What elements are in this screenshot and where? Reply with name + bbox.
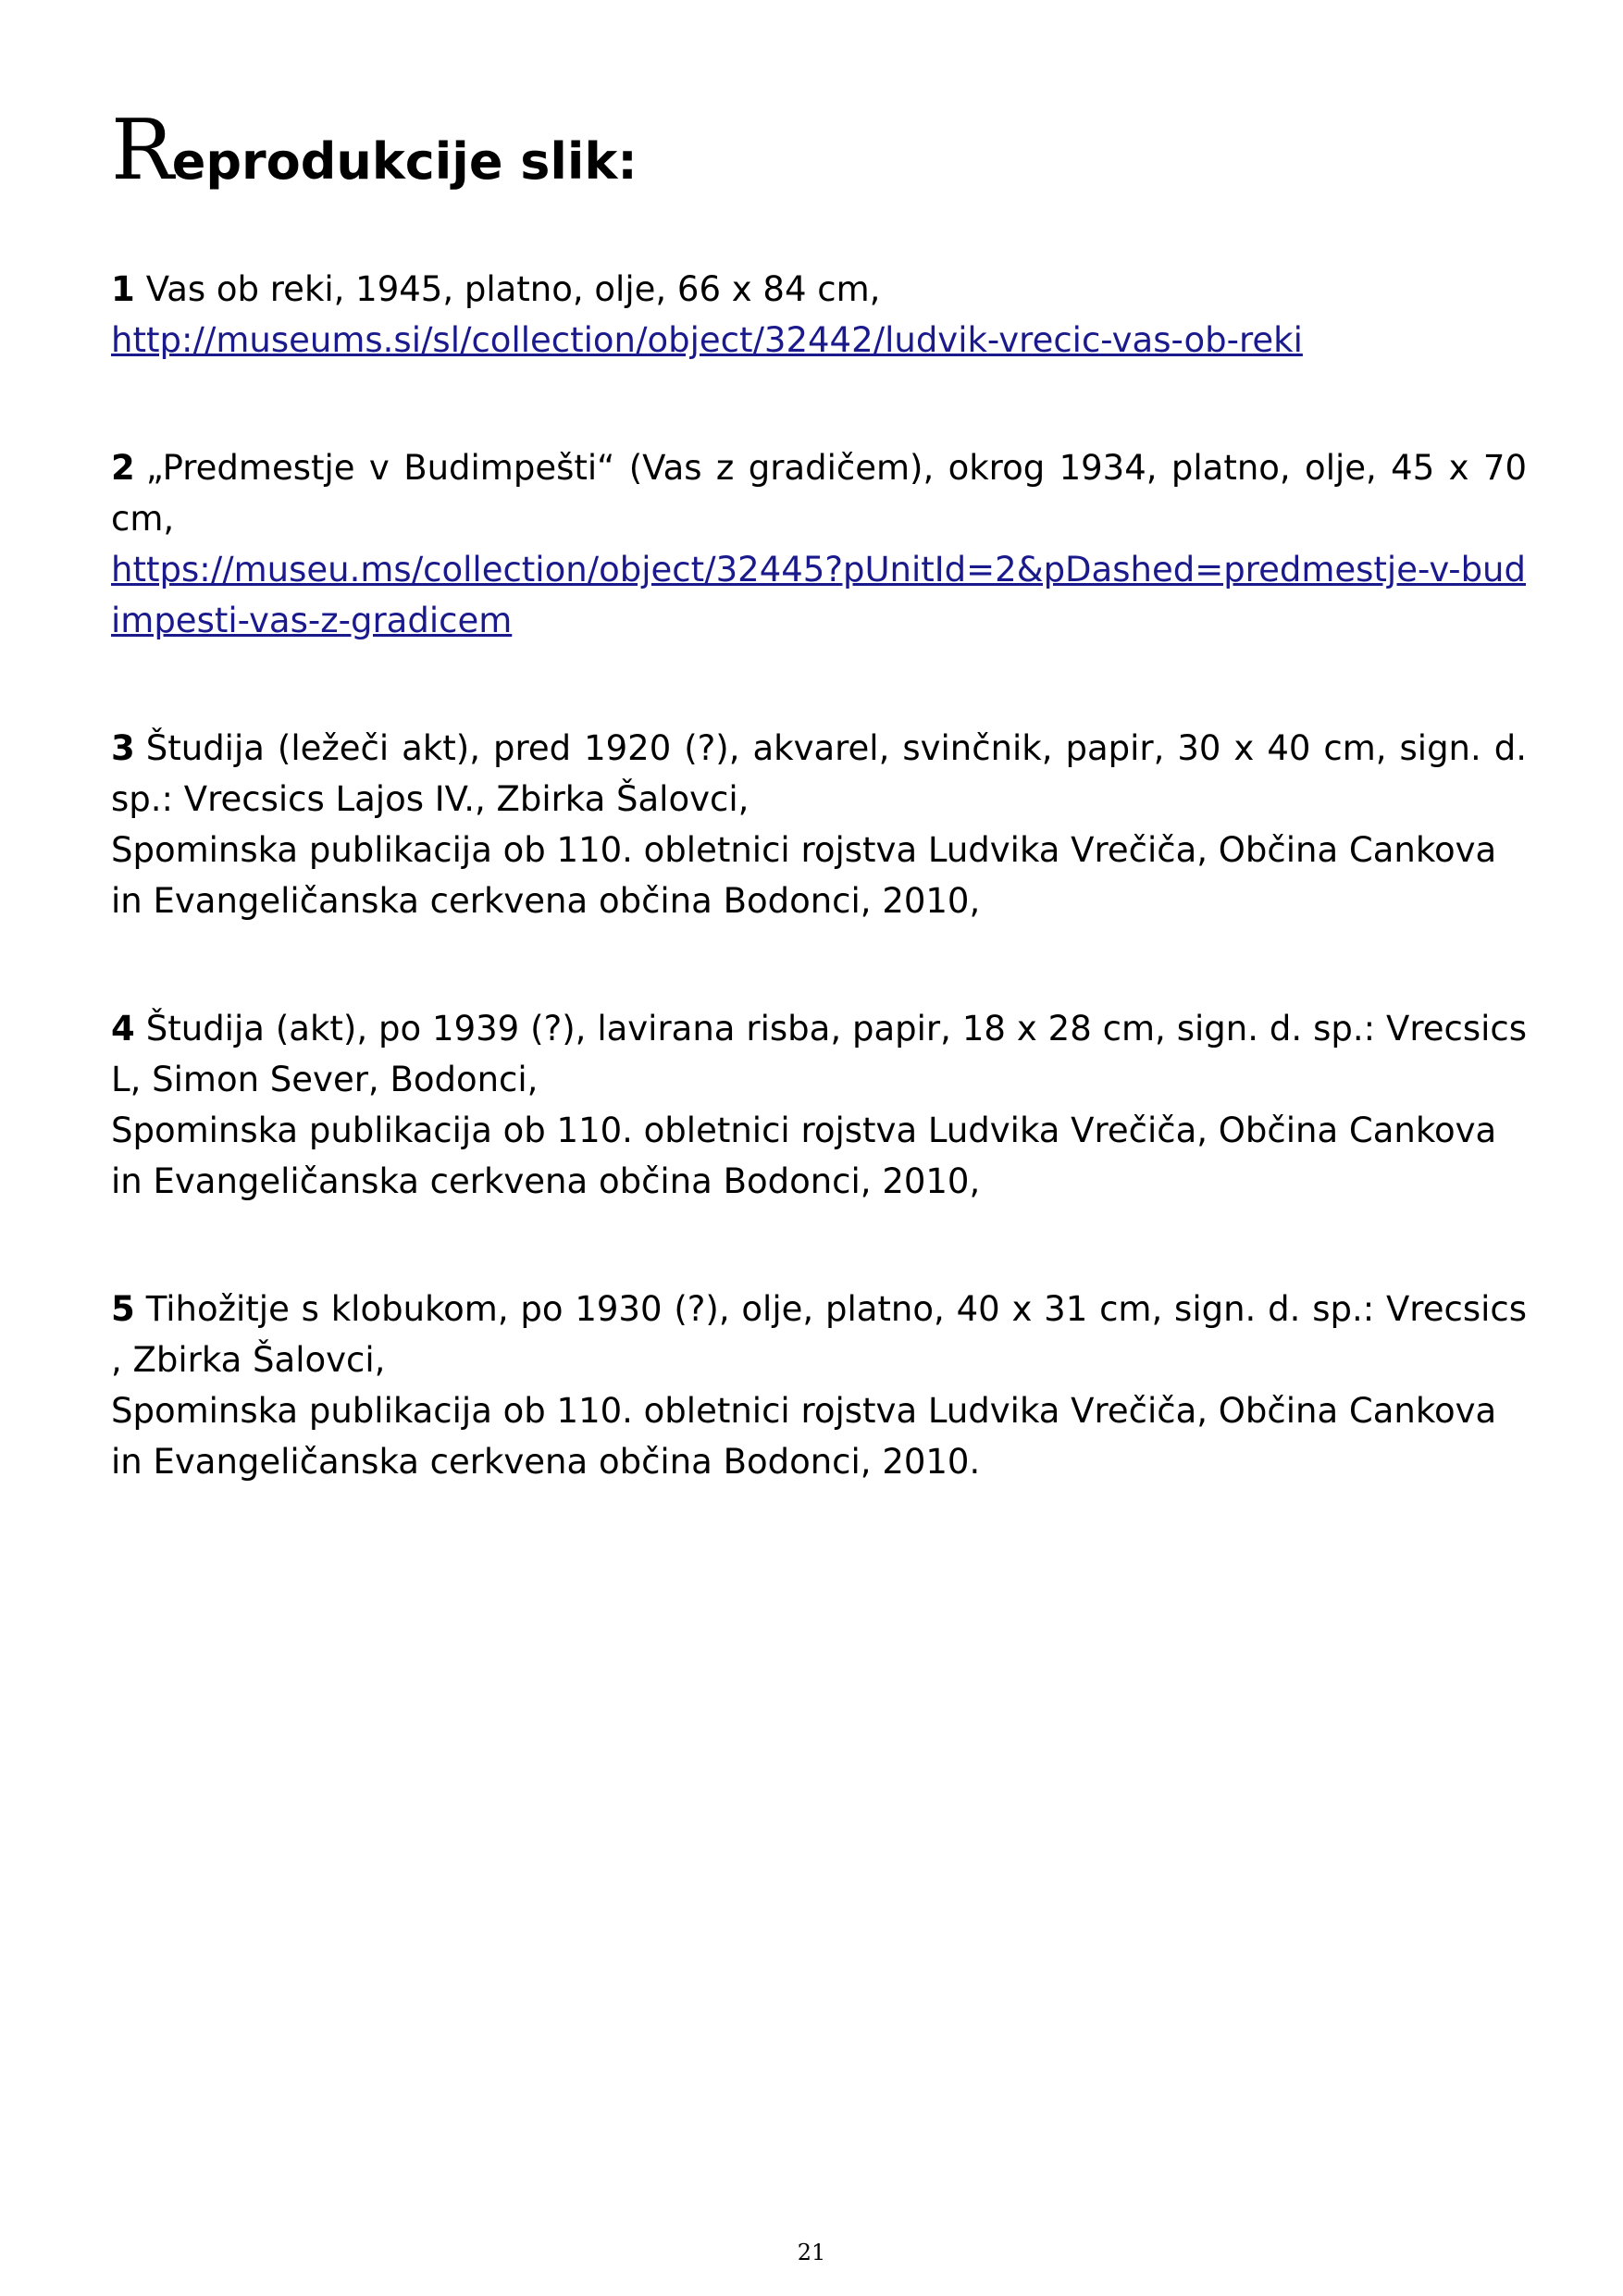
entry-number: 1 [111, 269, 135, 309]
entry-number: 2 [111, 448, 135, 488]
entry-link[interactable]: http://museums.si/sl/collection/object/32442/ludvik-vrecic-vas-ob-reki [111, 320, 1303, 360]
page-number: 21 [797, 2240, 826, 2265]
reproductions-list [111, 264, 1527, 1564]
list-item [111, 264, 1527, 366]
entry-number: 3 [111, 728, 135, 768]
entry-description: „Predmestje v Budimpešti“ (Vas z gradičem), okrog 1934, platno, olje, 45 x 70 cm, [111, 448, 1527, 539]
list-item [111, 1003, 1527, 1207]
page-title [111, 102, 638, 199]
entry-source: Spominska publikacija ob 110. obletnici rojstva Ludvika Vrečiča, Občina Cankova in Evangeličanska cerkvena občina Bodonci, 2010, [111, 830, 1497, 921]
entry-number: 5 [111, 1289, 135, 1329]
entry-number: 4 [111, 1009, 135, 1049]
entry-description: Študija (ležeči akt), pred 1920 (?), akvarel, svinčnik, papir, 30 x 40 cm, sign. d. sp.: Vrecsics Lajos IV., Zbirka Šalovci, [111, 728, 1527, 819]
page-title-rest: eprodukcije slik: [171, 132, 638, 191]
entry-description: Tihožitje s klobukom, po 1930 (?), olje, platno, 40 x 31 cm, sign. d. sp.: Vrecsics , Zbirka Šalovci, [111, 1289, 1527, 1380]
list-item [111, 442, 1527, 646]
entry-link[interactable]: https://museu.ms/collection/object/32445?pUnitId=2&pDashed=predmestje-v-budimpesti-vas-z-gradicem [111, 550, 1526, 640]
list-item [111, 723, 1527, 926]
entry-description: Študija (akt), po 1939 (?), lavirana risba, papir, 18 x 28 cm, sign. d. sp.: Vrecsics L, Simon Sever, Bodonci, [111, 1009, 1527, 1099]
list-item [111, 1284, 1527, 1487]
entry-description: Vas ob reki, 1945, platno, olje, 66 x 84 cm, [145, 269, 881, 309]
page-title-initial: R [111, 102, 172, 199]
entry-source: Spominska publikacija ob 110. obletnici rojstva Ludvika Vrečiča, Občina Cankova in Evangeličanska cerkvena občina Bodonci, 2010. [111, 1391, 1497, 1482]
entry-source: Spominska publikacija ob 110. obletnici rojstva Ludvika Vrečiča, Občina Cankova in Evangeličanska cerkvena občina Bodonci, 2010, [111, 1111, 1497, 1201]
